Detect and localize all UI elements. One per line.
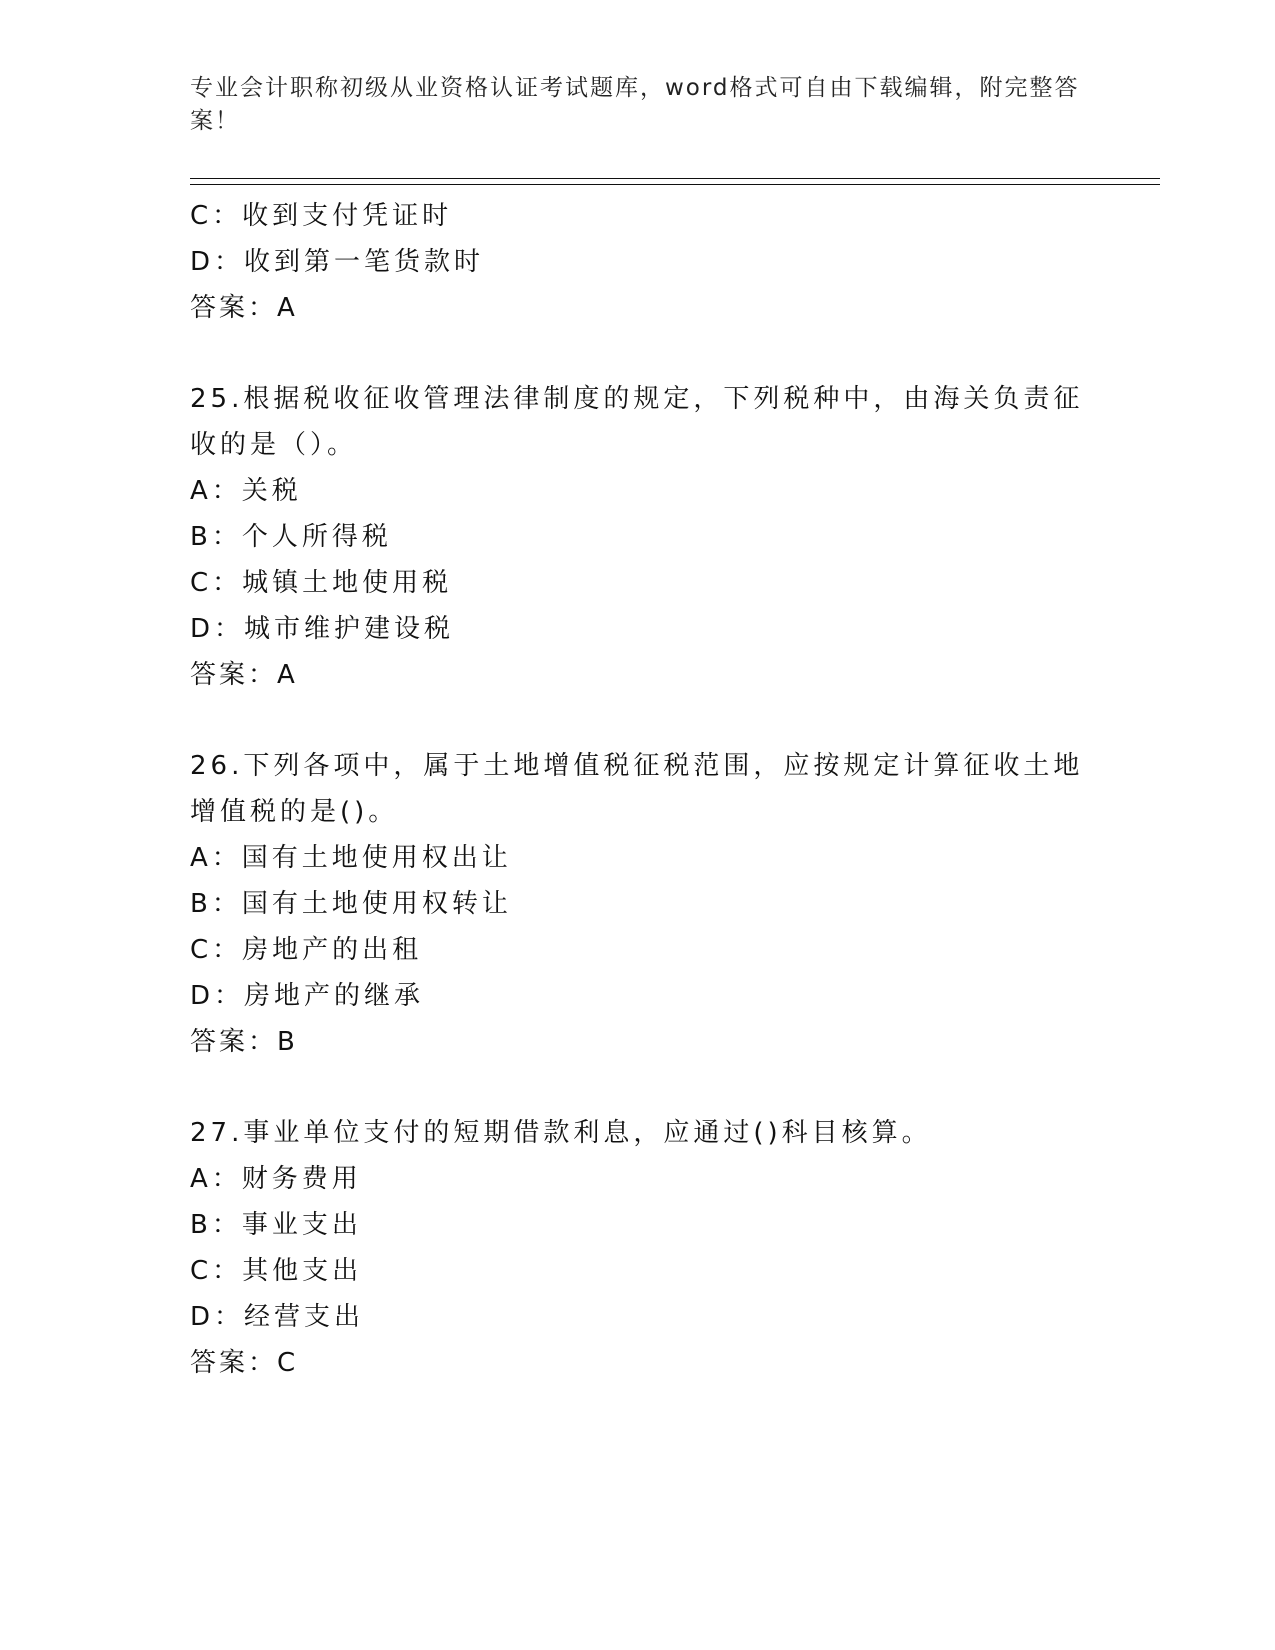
answer: 答案：A	[190, 293, 298, 323]
option-a: A：关税	[190, 476, 302, 506]
option-a: A：财务费用	[190, 1164, 362, 1194]
page-header: 专业会计职称初级从业资格认证考试题库，word格式可自由下载编辑，附完整答案！	[190, 75, 1080, 134]
answer: 答案：C	[190, 1348, 299, 1378]
option-c: C：房地产的出租	[190, 935, 423, 965]
option-d: D：城市维护建设税	[190, 614, 455, 644]
option-d: D：收到第一笔货款时	[190, 247, 485, 277]
option-d: D：经营支出	[190, 1302, 365, 1332]
option-a: A：国有土地使用权出让	[190, 843, 512, 873]
option-b: B：个人所得税	[190, 522, 392, 552]
answer: 答案：A	[190, 660, 298, 690]
option-d: D：房地产的继承	[190, 981, 425, 1011]
question-content	[190, 193, 1090, 1386]
option-b: B：事业支出	[190, 1210, 362, 1240]
question-text: 27.事业单位支付的短期借款利息，应通过()科目核算。	[190, 1118, 932, 1148]
header-divider-bottom	[190, 184, 1160, 185]
option-b: B：国有土地使用权转让	[190, 889, 512, 919]
header-divider-top	[190, 178, 1160, 179]
option-c: C：收到支付凭证时	[190, 201, 453, 231]
option-c: C：城镇土地使用税	[190, 568, 453, 598]
spacer	[190, 331, 1090, 376]
question-continued	[190, 193, 1090, 331]
question-26	[190, 743, 1090, 1065]
option-c: C：其他支出	[190, 1256, 363, 1286]
answer: 答案：B	[190, 1027, 298, 1057]
spacer	[190, 698, 1090, 743]
spacer	[190, 1065, 1090, 1110]
question-text: 26.下列各项中，属于土地增值税征税范围，应按规定计算征收土地增值税的是()。	[190, 751, 1084, 827]
question-25	[190, 376, 1090, 698]
question-27	[190, 1110, 1090, 1386]
question-text: 25.根据税收征收管理法律制度的规定，下列税种中，由海关负责征收的是（）。	[190, 384, 1084, 460]
